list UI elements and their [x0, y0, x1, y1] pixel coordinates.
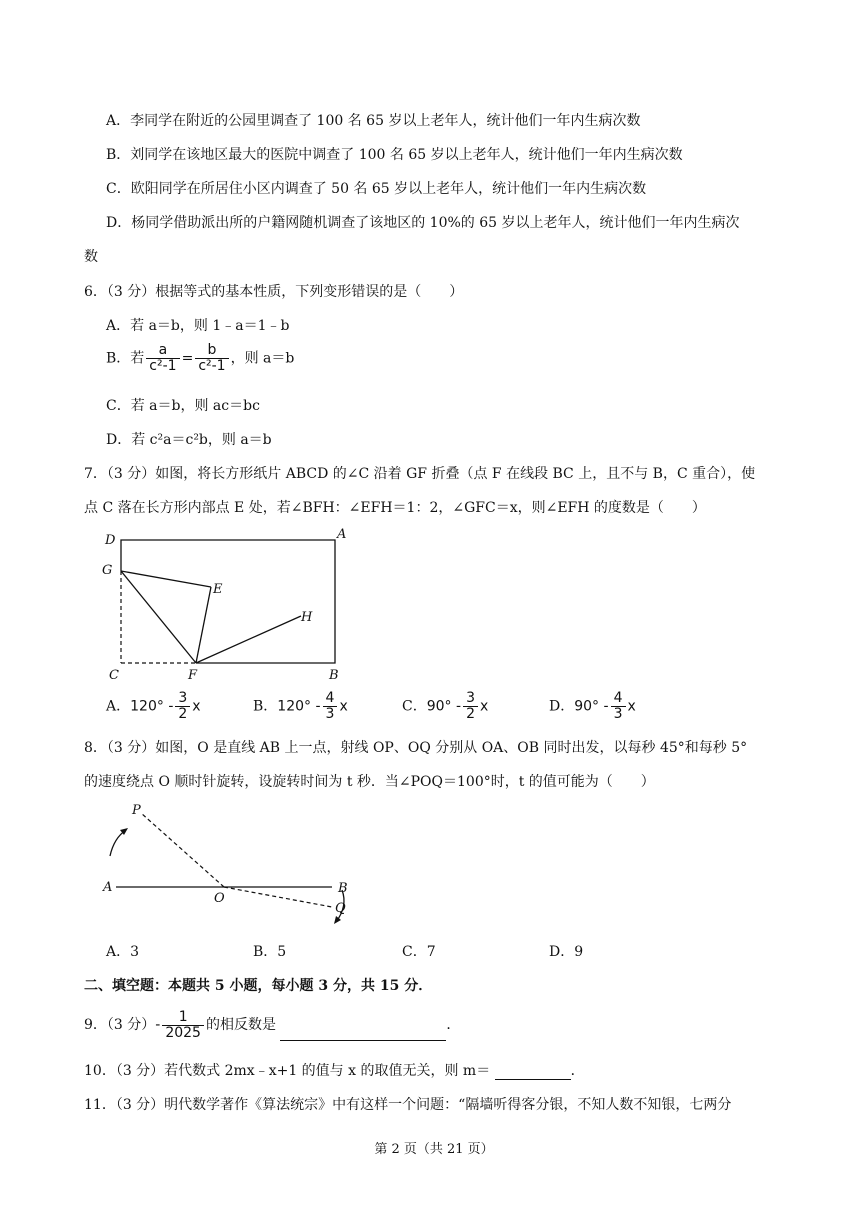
q7-label-e: E [213, 582, 223, 597]
q6-fraction-1-denominator: c²-1 [149, 358, 177, 374]
q5-option-b: B．刘同学在该地区最大的医院中调查了 100 名 65 岁以上老年人，统计他们一年内生病次数 [106, 147, 683, 163]
q7-label-a: A [337, 527, 347, 542]
q7-figure [96, 524, 366, 684]
q6-equals: = [181, 350, 194, 367]
q7-stem-line2: 点 C 落在长方形内部点 E 处，若∠BFH：∠EFH＝1：2，∠GFC＝x，则∠EFH 的度数是（ ） [84, 500, 706, 516]
q7-option-d-denominator: 3 [613, 706, 623, 722]
q7-label-c: C [109, 668, 119, 683]
q11-stem: 11．（3 分）明代数学著作《算法统宗》中有这样一个问题：“隔墙听得客分银，不知人数不知银，七两分 [84, 1097, 732, 1113]
q7-label-d: D [105, 533, 116, 548]
q7-option-d-sign: - [603, 698, 609, 715]
q8-option-c: C．7 [402, 944, 436, 960]
q5-option-d-line1: D．杨同学借助派出所的户籍网随机调查了该地区的 10%的 65 岁以上老年人，统计他们一年内生病次 [106, 215, 740, 231]
q7-label-h: H [301, 610, 313, 625]
q6-option-c: C．若 a＝b，则 ac＝bc [106, 398, 260, 414]
q7-option-c-sign: - [456, 698, 462, 715]
q7-line-ge [121, 571, 211, 587]
q7-option-c-variable: x [479, 698, 489, 715]
q7-label-f: F [188, 668, 198, 683]
q6-option-b-tail: ，则 a＝b [230, 350, 295, 367]
q5-option-a: A．李同学在附近的公园里调查了 100 名 65 岁以上老年人，统计他们一年内生病次数 [106, 113, 641, 129]
q7-option-c-fraction [463, 691, 478, 722]
q7-rectangle-outline [121, 540, 335, 663]
q8-label-b: B [338, 881, 348, 896]
q7-option-d-label: D． [549, 698, 575, 715]
q7-option-b [253, 691, 348, 722]
q8-label-o: O [214, 891, 225, 906]
q6-fraction-1 [146, 343, 179, 374]
q8-label-q: Q [335, 901, 346, 916]
q7-option-b-numerator: 4 [323, 691, 338, 707]
q7-option-a-numerator: 3 [175, 691, 190, 707]
q6-option-a-label: A．若 [106, 318, 145, 334]
q6-fraction-2-denominator: c²-1 [198, 358, 226, 374]
q7-option-a [106, 691, 201, 722]
q6-option-a-text: a＝b，则 1﹣a＝1﹣b [148, 318, 290, 334]
q7-line-gf [121, 571, 196, 663]
q5-option-d-line2: 数 [84, 249, 98, 265]
q7-option-b-fraction [323, 691, 338, 722]
q7-option-b-denominator: 3 [325, 706, 335, 722]
q10-end: ． [570, 1063, 585, 1079]
q10-text: 10．（3 分）若代数式 2mx﹣x+1 的值与 x 的取值无关，则 m＝ [84, 1063, 491, 1079]
q7-stem-line1: 7．（3 分）如图，将长方形纸片 ABCD 的∠C 沿着 GF 折叠（点 F 在线段 BC 上，且不与 B，C 重合），使 [84, 466, 756, 482]
q7-option-b-variable: x [339, 698, 348, 715]
q8-label-a: A [103, 880, 113, 895]
q7-line-ef [196, 587, 211, 663]
q7-line-fh [196, 616, 301, 663]
q6-option-d: D．若 c²a＝c²b，则 a＝b [106, 432, 272, 448]
q6-fraction-1-numerator: a [146, 343, 179, 359]
q8-ray-oq [224, 887, 332, 907]
q7-option-c-label: C． [402, 698, 427, 715]
q6-fraction-2-numerator: b [195, 343, 228, 359]
q7-option-b-label: B． [253, 698, 278, 715]
q8-ray-op [141, 813, 224, 887]
q9-denominator: 2025 [165, 1024, 201, 1041]
q7-option-d-degrees: 90° [574, 698, 600, 715]
q7-option-d [549, 691, 636, 722]
q7-option-a-fraction [175, 691, 190, 722]
q8-stem-line1: 8．（3 分）如图，O 是直线 AB 上一点，射线 OP、OQ 分别从 OA、OB 同时出发，以每秒 45°和每秒 5° [84, 740, 748, 756]
q7-option-a-label: A． [106, 698, 131, 715]
q7-option-d-variable: x [627, 698, 636, 715]
q7-option-c-numerator: 3 [463, 691, 478, 707]
q6-fraction-2 [195, 343, 228, 374]
q8-label-p: P [132, 803, 141, 818]
q9-answer-blank[interactable] [280, 1026, 446, 1041]
section-2-heading: 二、填空题：本题共 5 小题，每小题 3 分，共 15 分． [84, 978, 433, 994]
q5-option-c: C．欧阳同学在所居住小区内调查了 50 名 65 岁以上老年人，统计他们一年内生病次数 [106, 181, 647, 197]
q9-fraction [162, 1010, 204, 1041]
q6-option-a [106, 317, 289, 335]
q10 [84, 1062, 585, 1080]
q9-sign: - [155, 1017, 161, 1033]
q9 [84, 1009, 460, 1041]
q8-option-d: D．9 [549, 944, 584, 960]
q6-stem: 6．（3 分）根据等式的基本性质，下列变形错误的是（ ） [84, 284, 464, 300]
q9-end: ． [446, 1017, 461, 1033]
q8-figure [96, 798, 366, 928]
q7-label-g: G [102, 563, 113, 578]
q8-stem-line2: 的速度绕点 O 顺时针旋转，设旋转时间为 t 秒．当∠POQ＝100°时，t 的值可能为（ ） [84, 774, 655, 790]
q7-option-b-degrees: 120° [277, 698, 312, 715]
q9-label: 9．（3 分） [84, 1017, 156, 1033]
q7-option-a-degrees: 120° [130, 698, 164, 715]
q6-option-b-label: B．若 [106, 350, 145, 367]
q7-option-c [402, 691, 488, 722]
q8-option-b: B．5 [253, 944, 287, 960]
q7-label-b: B [329, 668, 339, 683]
page-footer: 第 2 页（共 21 页） [374, 1142, 494, 1157]
q7-option-c-denominator: 2 [466, 706, 475, 722]
q7-option-a-sign: - [168, 698, 174, 715]
q9-numerator: 1 [162, 1010, 204, 1026]
q7-option-d-numerator: 4 [611, 691, 626, 707]
q7-option-a-denominator: 2 [178, 706, 188, 722]
q7-option-c-degrees: 90° [426, 698, 452, 715]
q10-answer-blank[interactable] [495, 1065, 571, 1080]
q7-option-d-fraction [611, 691, 626, 722]
q8-option-a: A．3 [106, 944, 140, 960]
q9-tail: 的相反数是 [205, 1017, 276, 1033]
q6-option-b [106, 343, 294, 374]
q7-option-a-variable: x [192, 698, 201, 715]
q8-arrowhead-q [334, 916, 341, 924]
q7-option-b-sign: - [315, 698, 321, 715]
